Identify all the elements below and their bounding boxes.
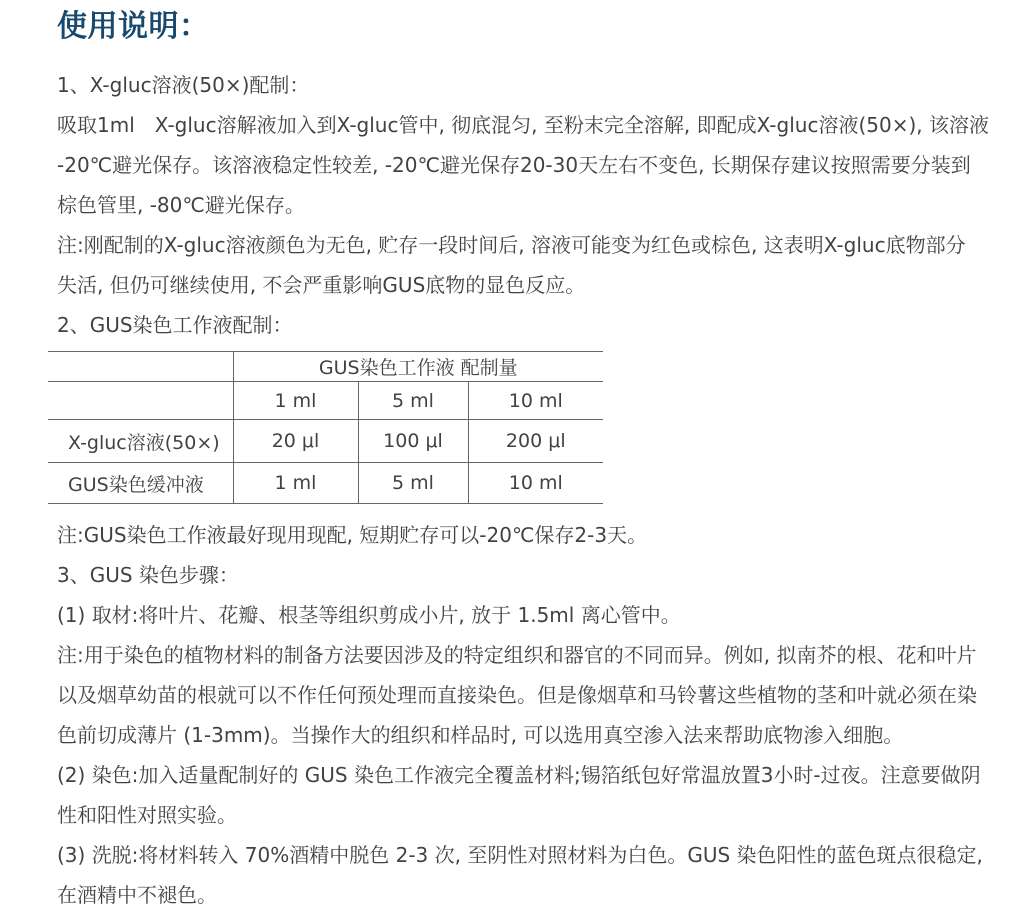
step-line: 在酒精中不褪色。: [57, 883, 217, 907]
note-line: 注:GUS染色工作液最好现用现配, 短期贮存可以-20℃保存2-3天。: [57, 523, 648, 547]
post-table-text: [57, 515, 1021, 915]
volume-header: 1 ml: [233, 382, 358, 420]
row-label: GUS染色缓冲液: [48, 463, 233, 504]
step-line: (1) 取材:将叶片、花瓣、根茎等组织剪成小片, 放于 1.5ml 离心管中。: [57, 603, 681, 627]
note-line: 色前切成薄片 (1-3mm)。当操作大的组织和样品时, 可以选用真空渗入法来帮助底物渗入细胞。: [57, 723, 904, 747]
step-line: 性和阳性对照实验。: [57, 803, 237, 827]
empty-cell: [48, 382, 233, 420]
step-line: (3) 洗脱:将材料转入 70%酒精中脱色 2-3 次, 至阴性对照材料为白色。GUS 染色阳性的蓝色斑点很稳定,: [57, 843, 983, 867]
section3-heading: 3、GUS 染色步骤：: [57, 563, 239, 587]
note-line: 失活, 但仍可继续使用, 不会严重影响GUS底物的显色反应。: [57, 273, 586, 297]
table-cell: 100 μl: [358, 420, 468, 463]
table-cell: 20 μl: [233, 420, 358, 463]
text-line: -20℃避光保存。该溶液稳定性较差, -20℃避光保存20-30天左右不变色, 长期保存建议按照需要分装到: [57, 153, 971, 177]
row-label: X-gluc溶液(50×): [48, 420, 233, 463]
table-cell: 200 μl: [468, 420, 603, 463]
note-line: 注:刚配制的X-gluc溶液颜色为无色, 贮存一段时间后, 溶液可能变为红色或棕色, 这表明X-gluc底物部分: [57, 233, 966, 257]
note-line: 以及烟草幼苗的根就可以不作任何预处理而直接染色。但是像烟草和马铃薯这些植物的茎和叶就必须在染: [57, 683, 977, 707]
note-line: 注:用于染色的植物材料的制备方法要因涉及的特定组织和器官的不同而异。例如, 拟南芥的根、花和叶片: [57, 643, 977, 667]
section1-heading: 1、X-gluc溶液(50×)配制：: [57, 73, 310, 97]
table-cell: 5 ml: [358, 463, 468, 504]
table-header-row: [48, 352, 603, 382]
page-title: 使用说明：: [57, 9, 210, 44]
volume-header: 5 ml: [358, 382, 468, 420]
table-row: [48, 463, 603, 504]
table-volume-row: [48, 382, 603, 420]
text-line: 棕色管里, -80℃避光保存。: [57, 193, 305, 217]
gus-working-solution-table: [48, 351, 603, 504]
step-line: (2) 染色:加入适量配制好的 GUS 染色工作液完全覆盖材料;锡箔纸包好常温放置3小时-过夜。注意要做阴: [57, 763, 981, 787]
text-line: 吸取1ml X-gluc溶解液加入到X-gluc管中, 彻底混匀, 至粉末完全溶解, 即配成X-gluc溶液(50×), 该溶液: [57, 113, 989, 137]
table-merged-header: GUS染色工作液 配制量: [233, 352, 603, 382]
section2-heading: 2、GUS染色工作液配制：: [57, 313, 293, 337]
empty-cell: [48, 352, 233, 382]
table-cell: 10 ml: [468, 463, 603, 504]
table-row: [48, 420, 603, 463]
pre-table-text: [57, 65, 1021, 345]
table-cell: 1 ml: [233, 463, 358, 504]
volume-header: 10 ml: [468, 382, 603, 420]
